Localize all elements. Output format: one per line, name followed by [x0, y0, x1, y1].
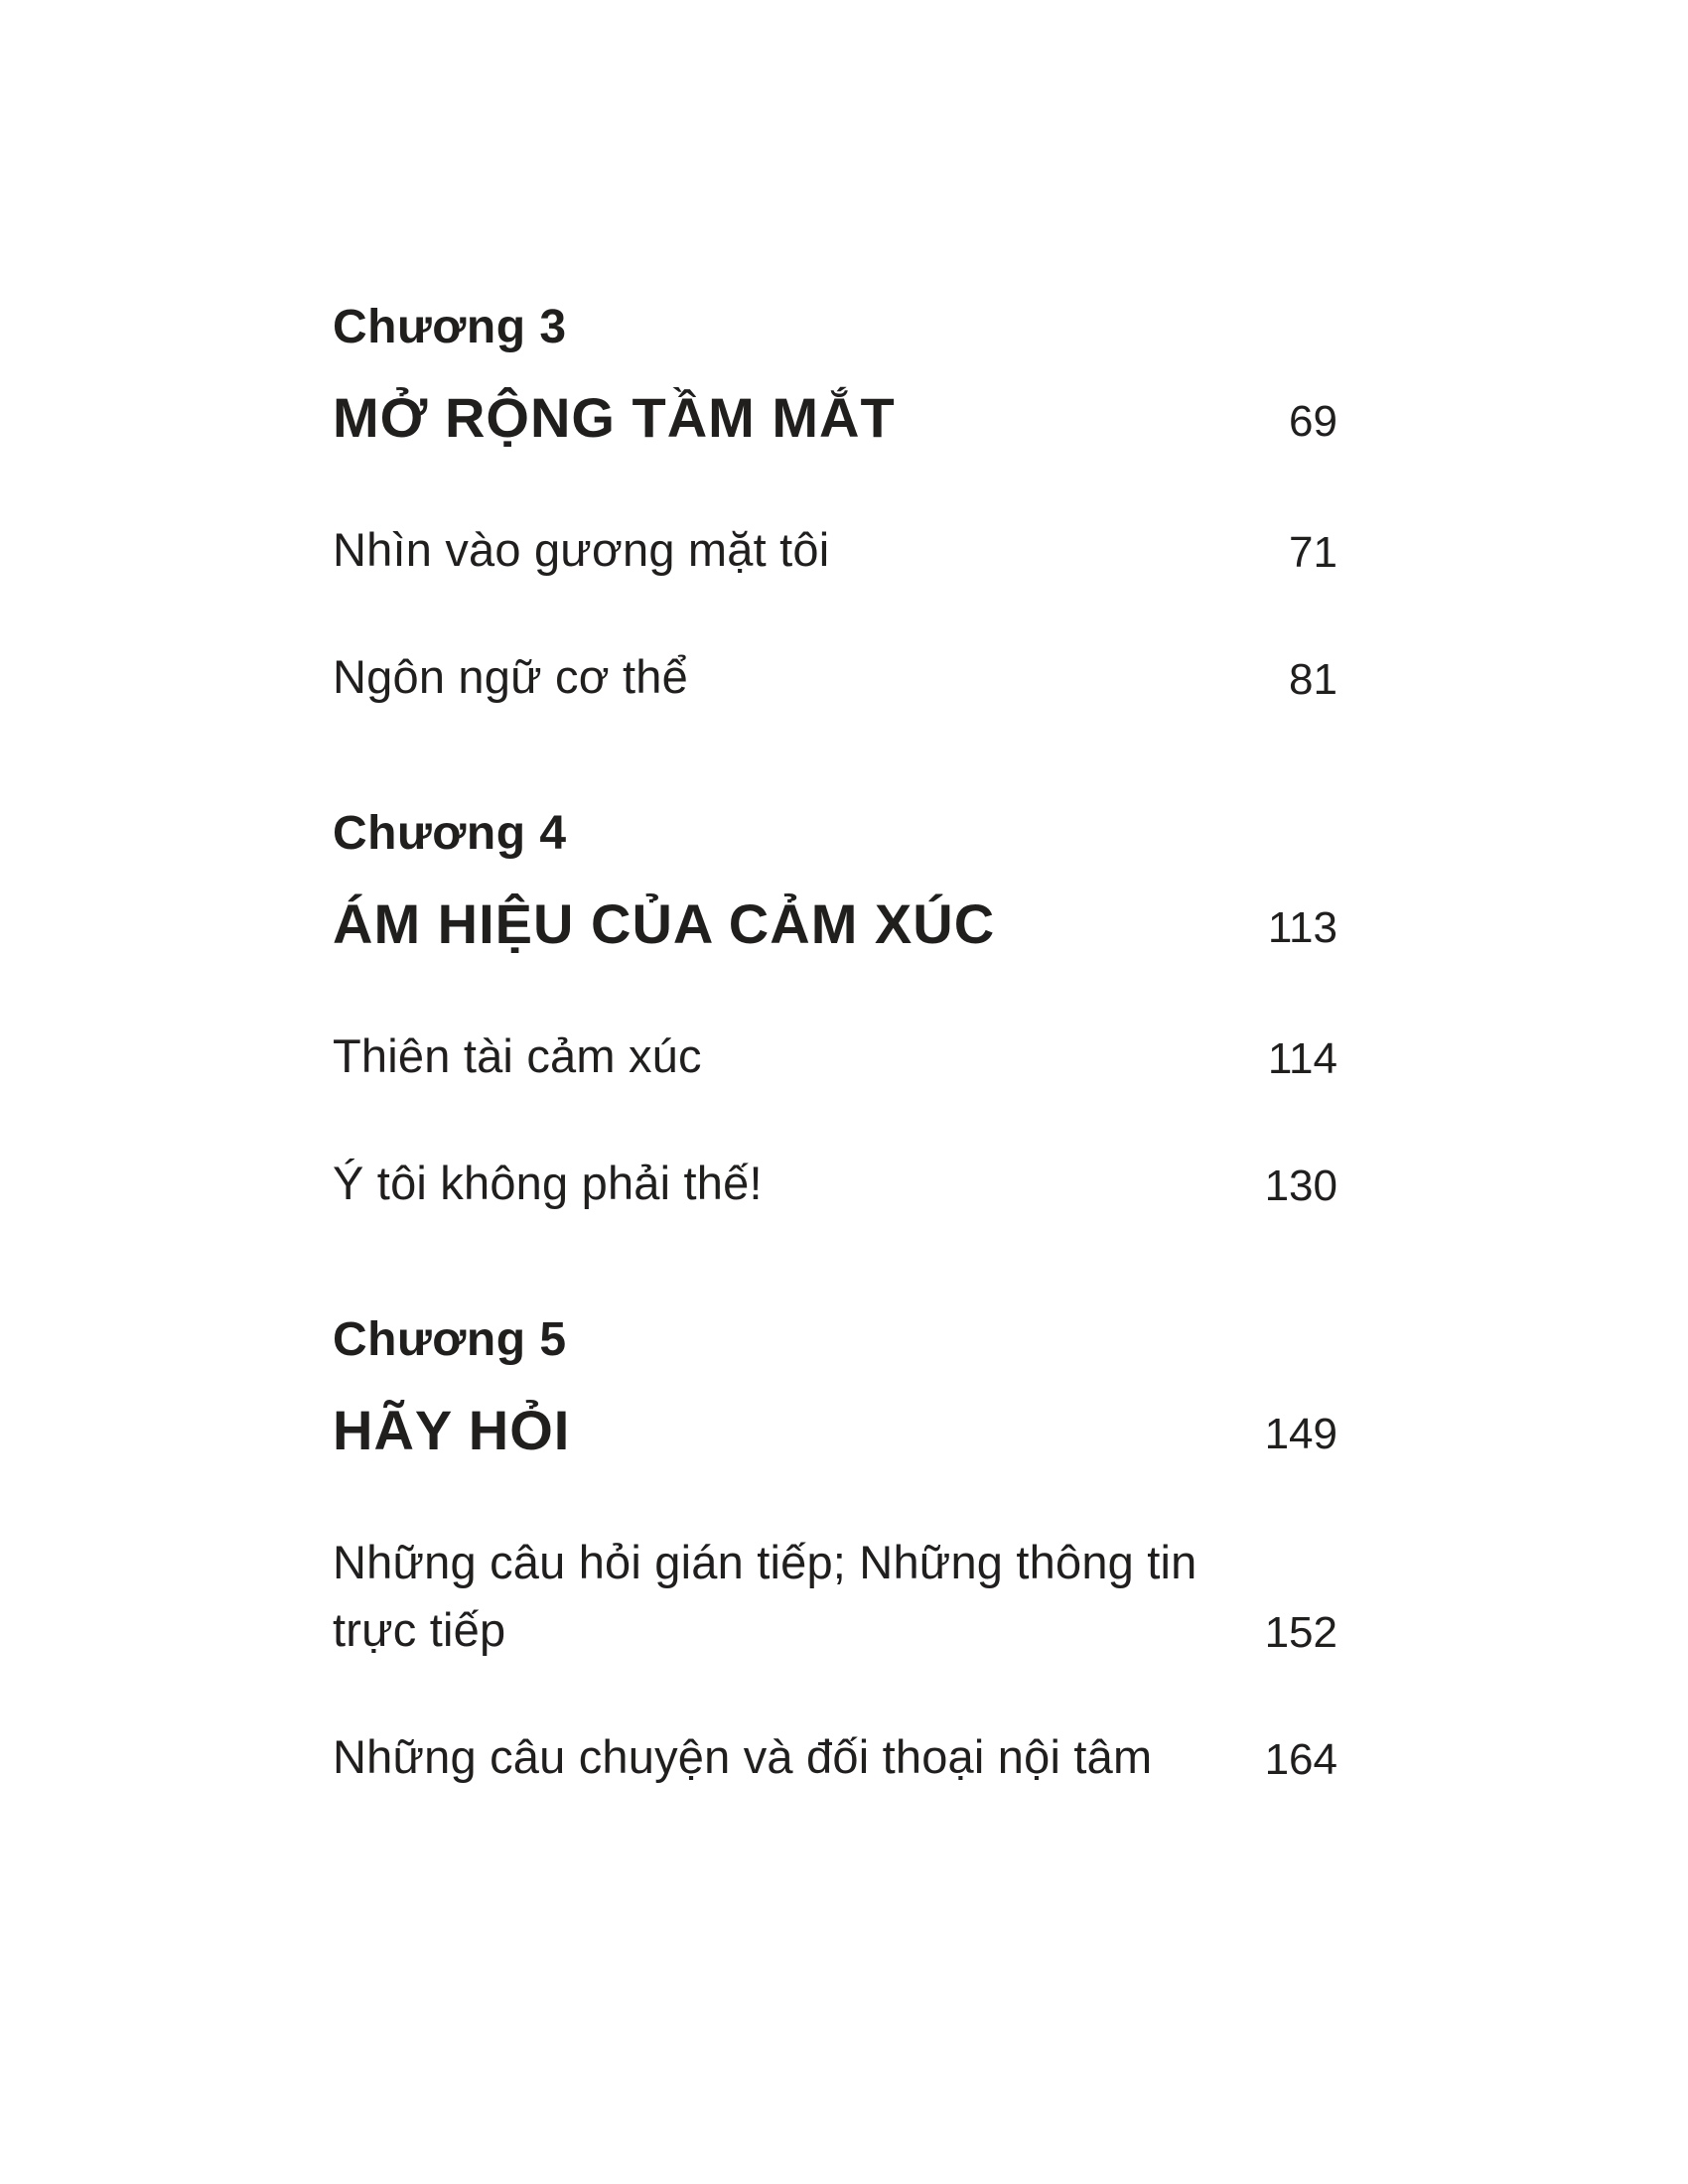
chapter-title-row — [333, 889, 1337, 959]
toc-entry — [333, 1529, 1337, 1664]
toc-entry — [333, 516, 1337, 584]
toc-entry-page-number: 164 — [1264, 1735, 1337, 1784]
toc-entry — [333, 1723, 1337, 1791]
toc-entry-page-number: 152 — [1264, 1608, 1337, 1657]
chapter-title-row — [333, 383, 1337, 453]
toc-entry-label: Ngôn ngữ cơ thể — [333, 650, 688, 703]
toc-section-chapter-3 — [333, 298, 1337, 711]
toc-entry-page-number: 130 — [1264, 1161, 1337, 1210]
chapter-page-number: 69 — [1289, 397, 1337, 446]
toc-entry-label: Nhìn vào gương mặt tôi — [333, 523, 830, 576]
chapter-title: HÃY HỎI — [333, 1399, 571, 1461]
chapter-label: Chương 3 — [333, 301, 567, 353]
chapter-label: Chương 4 — [333, 807, 567, 860]
chapter-page-number: 113 — [1267, 903, 1337, 952]
chapter-title-row — [333, 1396, 1337, 1465]
toc-entry-label: Ý tôi không phải thế! — [333, 1157, 763, 1209]
chapter-title: ÁM HIỆU CỦA CẢM XÚC — [333, 892, 996, 955]
toc-entry — [333, 1023, 1337, 1090]
toc-entry-label: Những câu hỏi gián tiếp; Những thông tin trực tiếp — [333, 1536, 1197, 1656]
toc-entry-label: Thiên tài cảm xúc — [333, 1029, 702, 1082]
chapter-page-number: 149 — [1264, 1410, 1337, 1458]
toc-entry — [333, 1150, 1337, 1217]
toc-entry — [333, 643, 1337, 711]
chapter-title: MỞ RỘNG TẦM MẮT — [333, 386, 896, 449]
toc-section-chapter-4 — [333, 804, 1337, 1217]
table-of-contents — [333, 298, 1337, 1884]
toc-section-chapter-5 — [333, 1310, 1337, 1791]
toc-entry-page-number: 81 — [1289, 655, 1337, 704]
toc-entry-page-number: 114 — [1267, 1034, 1337, 1083]
chapter-label: Chương 5 — [333, 1313, 567, 1366]
toc-entry-page-number: 71 — [1289, 528, 1337, 577]
toc-entry-label: Những câu chuyện và đối thoại nội tâm — [333, 1730, 1153, 1783]
